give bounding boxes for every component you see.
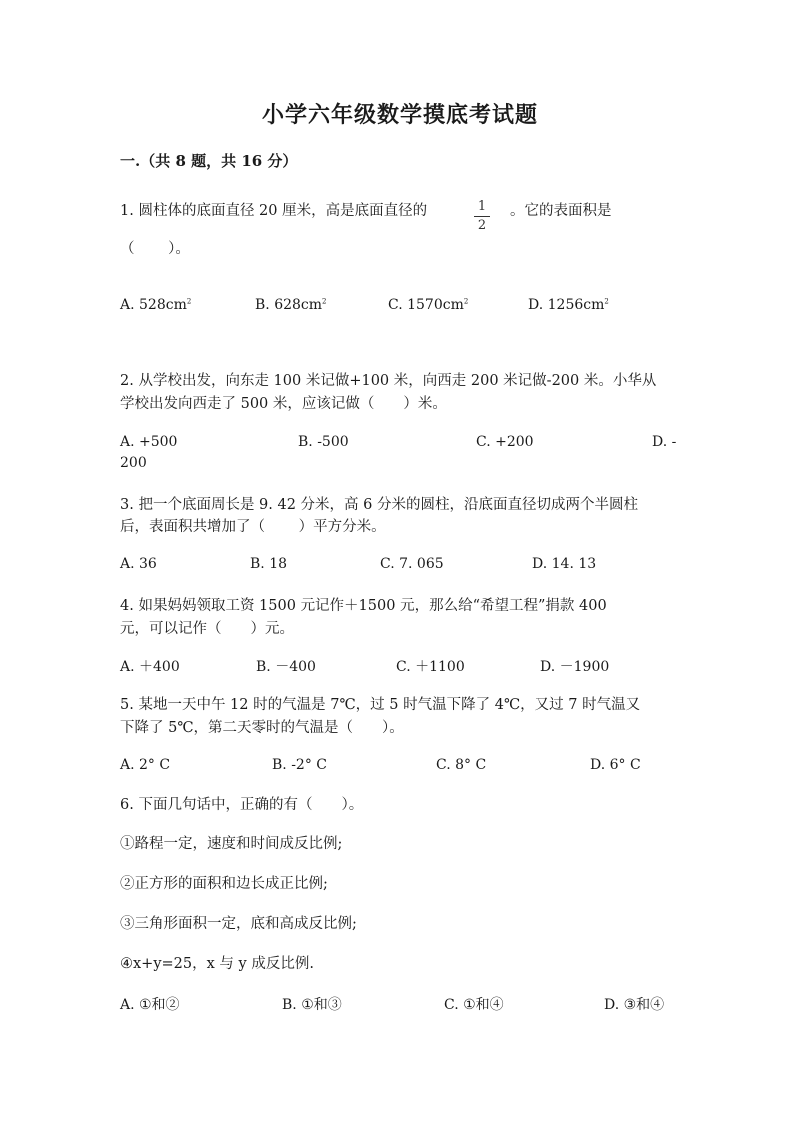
page-title: 小学六年级数学摸底考试题 [261, 102, 538, 128]
q4-option-d[interactable]: D. －1900 [540, 659, 610, 675]
q4-option-a[interactable]: A. ＋400 [120, 659, 180, 675]
q6-statement-1: ①路程一定，速度和时间成反比例; [120, 836, 343, 852]
q2-line-1: 2. 从学校出发，向东走 100 米记做+100 米，向西走 200 米记做-200 米。小华从 [120, 373, 657, 389]
section-title: 一.（共 8 题，共 16 分） [120, 152, 298, 170]
q5-line-2: 下降了 5℃，第二天零时的气温是（ ）。 [120, 720, 404, 736]
q5-option-c[interactable]: C. 8° C [436, 757, 487, 773]
q3-line-2: 后，表面积共增加了（ ）平方分米。 [120, 519, 386, 535]
q3-option-c[interactable]: C. 7. 065 [380, 556, 444, 572]
q3-line-1: 3. 把一个底面周长是 9. 42 分米，高 6 分米的圆柱，沿底面直径切成两个半圆柱 [120, 497, 638, 513]
q1-option-d[interactable]: D. $1256cm^2$ [528, 297, 609, 313]
q6-statement-4: ④x+y=25，x 与 y 成反比例. [120, 956, 314, 972]
q6-statement-2: ②正方形的面积和边长成正比例; [120, 876, 328, 892]
q6-option-b[interactable]: B. ①和③ [282, 997, 342, 1013]
q1-fraction-denominator: 2 [477, 218, 487, 233]
q2-option-c[interactable]: C. +200 [476, 434, 534, 450]
q4-line-2: 元，可以记作（ ）元。 [120, 621, 294, 637]
q5-option-b[interactable]: B. -2° C [272, 757, 327, 773]
q6-option-c[interactable]: C. ①和④ [444, 997, 504, 1013]
q6-statement-3: ③三角形面积一定，底和高成反比例; [120, 916, 357, 932]
q3-option-b[interactable]: B. 18 [250, 556, 288, 572]
q1-text-b: 。它的表面积是 [510, 203, 612, 219]
q1-fraction [474, 200, 490, 233]
q2-option-d-continued: 200 [120, 455, 147, 471]
q3-option-a[interactable]: A. 36 [120, 556, 157, 572]
q6-line-1: 6. 下面几句话中，正确的有（ ）。 [120, 797, 364, 813]
q2-line-2: 学校出发向西走了 500 米，应该记做（ ）米。 [120, 396, 447, 412]
q1-option-a[interactable]: A. $528cm^2$ [120, 297, 192, 313]
q1-fraction-numerator: 1 [477, 199, 487, 214]
q4-line-1: 4. 如果妈妈领取工资 1500 元记作＋1500 元，那么给“希望工程”捐款 400 [120, 598, 607, 614]
q5-option-a[interactable]: A. 2° C [120, 757, 171, 773]
q2-option-d[interactable]: D. - [652, 434, 677, 450]
q1-option-c[interactable]: C. $1570cm^2$ [388, 297, 469, 313]
q1-text-c: （ ）。 [120, 241, 190, 257]
q2-option-b[interactable]: B. -500 [298, 434, 349, 450]
q3-option-d[interactable]: D. 14. 13 [532, 556, 597, 572]
q4-option-b[interactable]: B. －400 [256, 659, 316, 675]
q5-option-d[interactable]: D. 6° C [590, 757, 641, 773]
q4-option-c[interactable]: C. ＋1100 [396, 659, 465, 675]
q1-text-a: 1. 圆柱体的底面直径 20 厘米，高是底面直径的 [120, 203, 428, 219]
q2-option-a[interactable]: A. +500 [120, 434, 178, 450]
q5-line-1: 5. 某地一天中午 12 时的气温是 7℃，过 5 时气温下降了 4℃，又过 7 时气温又 [120, 697, 641, 713]
q1-option-b[interactable]: B. $628cm^2$ [255, 297, 327, 313]
q6-option-a[interactable]: A. ①和② [120, 997, 180, 1013]
q6-option-d[interactable]: D. ③和④ [604, 997, 665, 1013]
